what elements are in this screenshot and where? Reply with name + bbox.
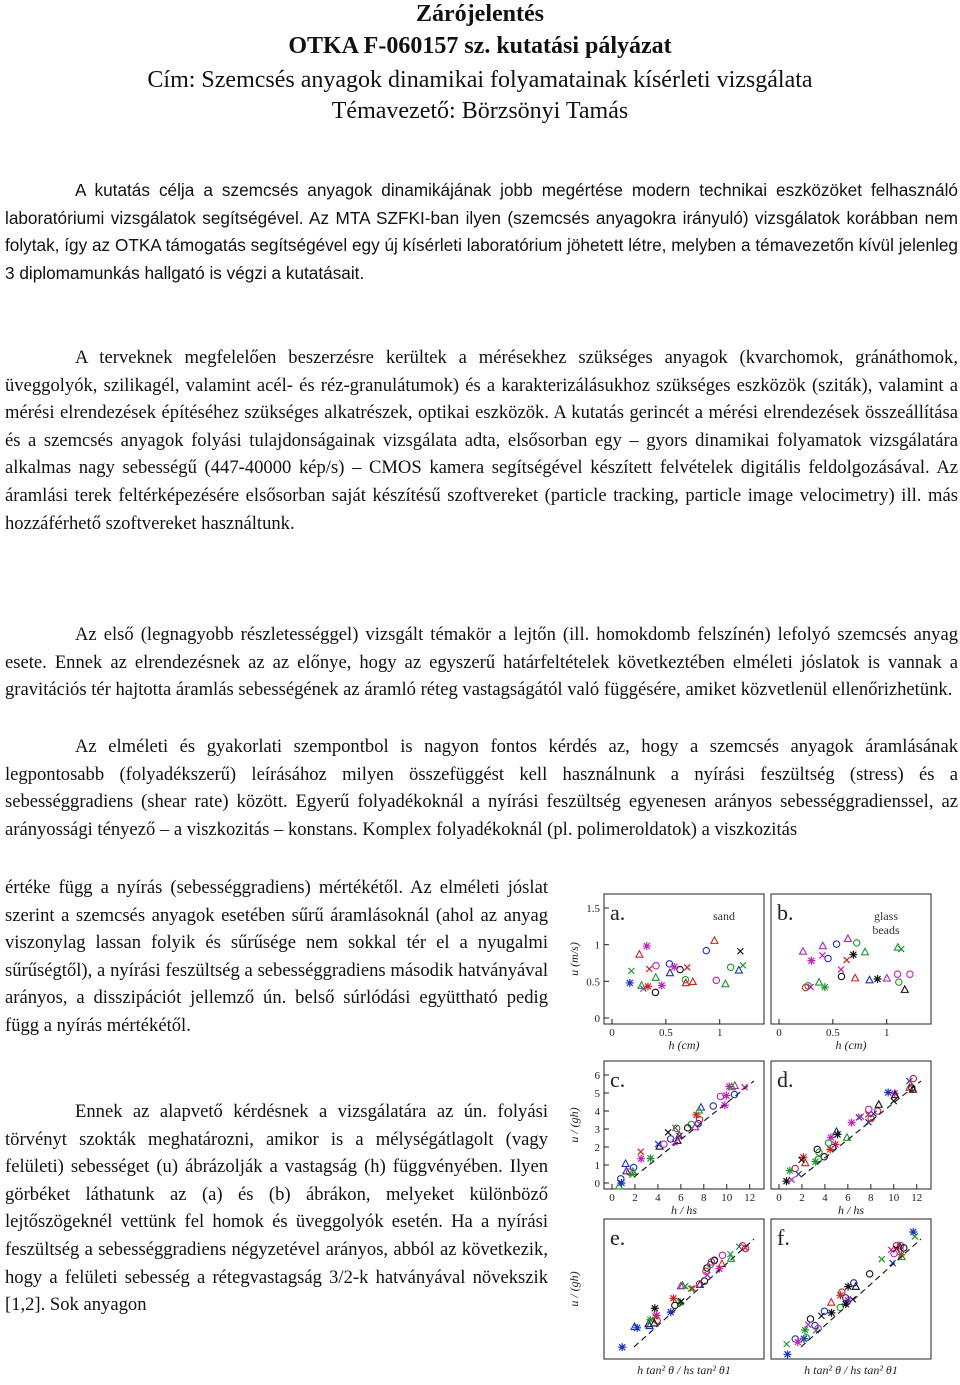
y-tick-label: 1 <box>594 939 600 952</box>
panel-frame <box>604 894 764 1024</box>
x-tick-label: 4 <box>822 1192 828 1204</box>
x-axis-label: h (cm) <box>835 1038 867 1052</box>
marker-circle <box>894 971 900 977</box>
marker-star <box>626 979 634 987</box>
marker-triangle <box>862 948 869 955</box>
marker-star <box>651 1304 659 1312</box>
marker-cross <box>805 1322 811 1328</box>
marker-cross <box>784 1341 790 1347</box>
marker-star <box>826 1146 834 1154</box>
x-axis-label: h tan² θ / hs tan² θ1 <box>637 1363 731 1377</box>
panel-letter: d. <box>777 1067 794 1092</box>
panel-note: sand <box>713 909 735 923</box>
panel-note: glass <box>874 909 898 923</box>
marker-star <box>801 1326 809 1334</box>
marker-cross <box>898 946 904 952</box>
marker-triangle <box>901 986 908 993</box>
marker-star <box>834 1130 842 1138</box>
y-tick-label: 0.5 <box>586 976 600 989</box>
y-tick-label: 0 <box>594 1178 600 1190</box>
x-tick-label: 2 <box>799 1192 805 1204</box>
marker-circle <box>838 973 844 979</box>
x-tick-label: 0 <box>609 1027 615 1039</box>
marker-star <box>848 1119 856 1127</box>
marker-cross <box>818 1313 824 1319</box>
marker-triangle <box>722 980 729 987</box>
x-axis-label: h (cm) <box>668 1038 700 1052</box>
flow-law-figure <box>566 889 956 1385</box>
marker-star <box>828 1309 836 1317</box>
marker-star <box>644 982 652 990</box>
marker-cross <box>704 1272 710 1278</box>
marker-cross <box>844 957 850 963</box>
marker-star <box>637 1155 645 1163</box>
marker-cross <box>740 962 746 968</box>
x-tick-label: 8 <box>701 1192 707 1204</box>
panel-letter: e. <box>610 1225 626 1250</box>
y-tick-label: 1 <box>594 1160 600 1172</box>
marker-circle <box>825 1140 831 1146</box>
marker-star <box>669 1294 677 1302</box>
marker-cross <box>789 1177 795 1183</box>
marker-star <box>643 942 651 950</box>
marker-triangle <box>852 974 859 981</box>
marker-circle <box>652 989 658 995</box>
y-tick-label: 2 <box>594 1142 600 1154</box>
marker-cross <box>879 1256 885 1262</box>
marker-star <box>618 1343 626 1351</box>
report-title: Zárójelentés <box>416 1 544 27</box>
marker-triangle <box>622 1160 629 1167</box>
marker-circle <box>866 1106 872 1112</box>
marker-triangle <box>866 976 873 983</box>
project-title: Cím: Szemcsés anyagok dinamikai folyamatainak kísérleti vizsgálata <box>147 67 813 93</box>
marker-star <box>782 1177 790 1185</box>
marker-star <box>849 951 857 959</box>
panel-letter: a. <box>610 900 626 925</box>
marker-circle <box>825 955 831 961</box>
marker-triangle <box>894 944 901 951</box>
marker-circle <box>713 977 719 983</box>
x-axis-label: h / hs <box>670 1203 698 1217</box>
x-axis-label: h / hs <box>837 1203 865 1217</box>
marker-circle <box>653 963 659 969</box>
marker-circle <box>854 940 860 946</box>
marker-star <box>821 983 829 991</box>
project-leader: Témavezető: Börzsönyi Tamás <box>331 98 629 124</box>
x-tick-label: 8 <box>868 1192 874 1204</box>
marker-star <box>794 1338 802 1346</box>
marker-star <box>844 1283 852 1291</box>
marker-circle <box>717 1093 723 1099</box>
marker-circle <box>703 947 709 953</box>
marker-triangle <box>636 951 643 958</box>
marker-triangle <box>799 948 806 955</box>
y-tick-label: 3 <box>594 1124 600 1136</box>
marker-triangle <box>883 975 890 982</box>
marker-circle <box>672 1302 678 1308</box>
marker-cross <box>638 1149 644 1155</box>
marker-triangle <box>652 974 659 981</box>
x-tick-label: 0 <box>776 1192 782 1204</box>
marker-cross <box>665 1129 671 1135</box>
marker-cross <box>684 964 690 970</box>
marker-triangle <box>828 1299 835 1306</box>
marker-star <box>836 1291 844 1299</box>
y-tick-label: 0 <box>594 1013 600 1025</box>
marker-cross <box>737 948 743 954</box>
y-tick-label: 6 <box>594 1070 600 1082</box>
paragraph-rheology: Az elméleti és gyakorlati szempontbol is nagyon fontos kérdés az, hogy a szemcsés anyagok áramlásának legpontosabb (folyadékszerű) leírásához milyen összefüggést kell használnunk a nyírási feszültség (stress) és a sebességgradiens (shear rate) között. Egyerű folyadékoknál a nyírási feszültség egyenesen arányos sebességgradienssel, az arányossági tényező – a viszkozitás – konstans. Komplex folyadékoknál (pl. polimeroldatok) a viszkozitás <box>5 736 958 840</box>
panel-note: beads <box>872 923 900 937</box>
marker-star <box>670 963 678 971</box>
marker-cross <box>838 967 844 973</box>
x-tick-label: 12 <box>911 1192 923 1204</box>
marker-triangle <box>843 1134 850 1141</box>
x-tick-label: 12 <box>744 1192 756 1204</box>
marker-triangle <box>844 935 851 942</box>
marker-star <box>784 1350 792 1358</box>
y-tick-label: 4 <box>594 1106 600 1118</box>
x-tick-label: 0 <box>776 1027 782 1039</box>
y-axis-label: u / (gh) <box>567 1271 581 1307</box>
x-tick-label: 0.5 <box>825 1027 840 1039</box>
x-tick-label: 6 <box>845 1192 851 1204</box>
panel-letter: b. <box>777 900 794 925</box>
figure-svg <box>566 889 956 1385</box>
y-axis-label: u / (gh) <box>567 1107 581 1143</box>
marker-circle <box>792 1165 798 1171</box>
y-tick-label: 1.5 <box>586 903 600 915</box>
panel-frame <box>771 1061 931 1189</box>
marker-circle <box>833 941 839 947</box>
marker-circle <box>710 1103 716 1109</box>
marker-star <box>633 1324 641 1332</box>
marker-star <box>658 981 666 989</box>
paragraph-flow-law: Ennek az alapvető kérdésnek a vizsgálatára az ún. folyási törvényt szokták meghatározni, amikor is a mélységátlagolt (vagy felületi) sebességet (u) ábrázolják a vastagság (h) függvényében. Ilyen görbéket láthatunk az (a) és (b) ábrákon, melyeket különböző lejtőszögeknél vettünk fel homok és üveggolyók esetén. Ha a nyírási feszültség a sebességgradiens négyzetével arányos, abból az következik, hogy a felületi sebesség a rétegvastagság 3/2-k hatványával növekszik [1,2]. Sok anyagon <box>5 1101 548 1316</box>
marker-triangle <box>816 979 823 986</box>
marker-cross <box>646 966 652 972</box>
marker-circle <box>618 1176 624 1182</box>
marker-circle <box>896 979 902 985</box>
marker-triangle <box>819 942 826 949</box>
marker-circle <box>661 1141 667 1147</box>
marker-circle <box>907 971 913 977</box>
marker-triangle <box>689 978 696 985</box>
panel-letter: f. <box>777 1225 790 1250</box>
marker-triangle <box>711 937 718 944</box>
y-axis-label: u (m/s) <box>567 942 581 976</box>
marker-triangle <box>875 1101 882 1108</box>
paragraph-goal: A kutatás célja a szemcsés anyagok dinamikájának jobb megértése modern technikai eszközöket felhasználó laboratóriumi vizsgálatok segítségével. Az MTA SZFKI-ban ilyen (szemcsés anyagokra irányuló) vizsgálatok korábban nem folytak, így az OTKA támogatás segítségével egy új kísérleti laboratórium jöhetett létre, melyben a témavezetőn kívül jelenleg 3 diplomamunkás hallgató is végzi a kutatásait. <box>5 180 958 283</box>
fit-line <box>634 1239 754 1347</box>
marker-cross <box>819 952 825 958</box>
x-tick-label: 2 <box>632 1192 638 1204</box>
panel-letter: c. <box>610 1067 626 1092</box>
marker-circle <box>719 1252 725 1258</box>
paragraph-slope-flow: Az első (legnagyobb részletességgel) vizsgált témakör a lejtőn (ill. homokdomb felszínén) lefolyó szemcsés anyag esete. Ennek az elrendezésnek az az előnye, hogy az egyszerű határfeltételek következtében elméleti jóslatok is vannak a gravitációs tér hajtotta áramlás sebességének az áramló réteg vastagságától való függésére, amiket közvetlenül ellenőrizhetünk. <box>5 624 958 701</box>
marker-star <box>874 975 882 983</box>
x-tick-label: 1 <box>716 1027 723 1039</box>
marker-star <box>884 1088 892 1096</box>
paragraph-equipment: A terveknek megfelelően beszerzésre kerültek a mérésekhez szükséges anyagok (kvarchomok, gránáthomok, üveggolyók, szilikagél, valamint acél- és réz-granulátumok) és a karakterizálásukhoz szükséges eszközök (sziták), valamint a mérési elrendezések építéséhez szükséges alkatrészek, optikai eszközök. A kutatás gerincét a mérési elrendezések összeállítása és a szemcsés anyagok folyási tulajdonságainak vizsgálata adta, elsősorban egy – gyors dinamikai folyamatok vizsgálatára alkalmas nagy sebességű (447-40000 kép/s) – CMOS kamera segítségével készített felvételek digitális feldolgozásával. Az áramlási terek feltérképezésére elsősorban saját készítésű szoftvereket (particle tracking, particle image velocimetry) ill. más hozzáférhető szoftvereket használtunk. <box>5 347 958 534</box>
y-tick-label: 5 <box>594 1088 600 1100</box>
marker-star <box>807 957 815 965</box>
marker-circle <box>807 1316 813 1322</box>
marker-triangle <box>666 969 673 976</box>
grant-id: OTKA F-060157 sz. kutatási pályázat <box>288 33 672 59</box>
panel-frame <box>771 894 931 1024</box>
x-tick-label: 1 <box>883 1027 890 1039</box>
x-tick-label: 0.5 <box>658 1027 673 1039</box>
fit-line <box>634 1081 754 1177</box>
x-tick-label: 6 <box>678 1192 684 1204</box>
marker-cross <box>628 968 634 974</box>
marker-star <box>618 1179 626 1187</box>
paragraph-rheology-cont: értéke függ a nyírás (sebességgradiens) mértékétől. Az elméleti jóslat szerint a szemcsés anyagok esetében sűrű áramlásoknál (ahol az anyag viszonylag lassan folyik és sűrűsége nem sokkal tér el a nyugalmi sűrűségtől), a nyírási feszültség a sebességgradiens második hatványával arányos, a disszipációt jellemző ún. belső súrlódási együttható pedig függ a nyírás mértékétől. <box>5 877 548 1036</box>
x-tick-label: 4 <box>655 1192 661 1204</box>
x-axis-label: h tan² θ / hs tan² θ1 <box>804 1363 898 1377</box>
marker-circle <box>727 964 733 970</box>
x-tick-label: 10 <box>721 1192 733 1204</box>
x-tick-label: 0 <box>609 1192 615 1204</box>
marker-circle <box>866 1271 872 1277</box>
fit-line <box>801 1081 921 1177</box>
marker-cross <box>796 1171 802 1177</box>
x-tick-label: 10 <box>888 1192 900 1204</box>
marker-star <box>721 1101 729 1109</box>
